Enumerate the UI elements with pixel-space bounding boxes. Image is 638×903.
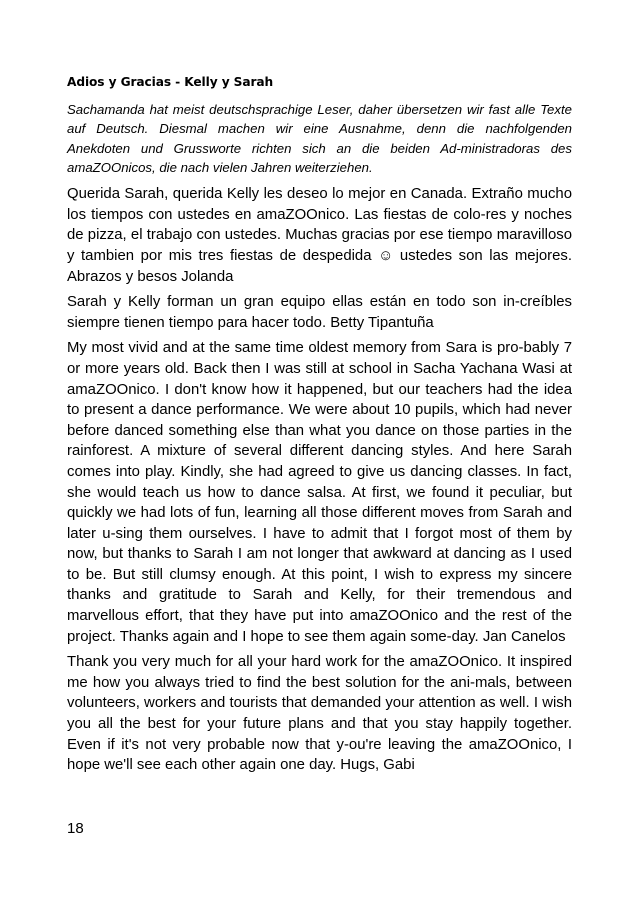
article-body [67,100,572,781]
page-number: 18 [67,820,84,837]
message-jan: My most vivid and at the same time oldest memory from Sara is pro-bably 7 or more years old. Back then I was still at school in Sacha Yachana Wasi at amaZOOnico. I don't know how it happened, but our teachers had the idea to present a dance performance. We were about 10 pupils, which had never before danced something else than what you dance on those parties in the rainforest. A mixture of several different dancing styles. And here Sarah comes into play. Kindly, she had agreed to give us dancing classes. In fact, she would teach us how to dance salsa. At first, we found it peculiar, but quickly we had lots of fun, learning all those different moves from Sarah and later u-sing them ourselves. I have to admit that I forgot most of them by now, but thanks to Sarah I am not longer that awkward at dancing as I used to be. But still clumsy enough. At this point, I wish to express my sincere thanks and gratitude to Sarah and Kelly, for their tremendous and marvellous effort, that they have put into amaZOOnico and the rest of the project. Thanks again and I hope to see them again some-day. Jan Canelos [67,340,572,645]
message-betty: Sarah y Kelly forman un gran equipo ellas están en todo son in-creíbles siempre tienen tiempo para hacer todo. Betty Tipantuña [67,294,572,331]
article-title: Adios y Gracias - Kelly y Sarah [67,75,274,89]
message-gabi: Thank you very much for all your hard work for the amaZOOnico. It inspired me how you always tried to find the best solution for the ani-mals, between volunteers, workers and tourists that demanded your attention as well. I wish you all the best for your future plans and that you stay happily together. Even if it's not very probable now that y-ou're leaving the amaZOOnico, I hope we'll see each other again one day. Hugs, Gabi [67,654,572,774]
message-jolanda: Querida Sarah, querida Kelly les deseo lo mejor en Canada. Extraño mucho los tiempos con ustedes en amaZOOnico. Las fiestas de colo-res y noches de pizza, el trabajo con ustedes. Muchas gracias por ese tiempo maravilloso y tambien por mis tres fiestas de despedida ☺ ustedes son las mejores. Abrazos y besos Jolanda [67,186,572,285]
intro-paragraph: Sachamanda hat meist deutschsprachige Leser, daher übersetzen wir fast alle Texte auf Deutsch. Diesmal machen wir eine Ausnahme, denn die nachfolgenden Anekdoten und Grussworte richten sich an die beiden Ad-ministradoras des amaZOOnicos, die nach vielen Jahren weiterziehen. [67,102,572,175]
document-page [67,0,572,903]
